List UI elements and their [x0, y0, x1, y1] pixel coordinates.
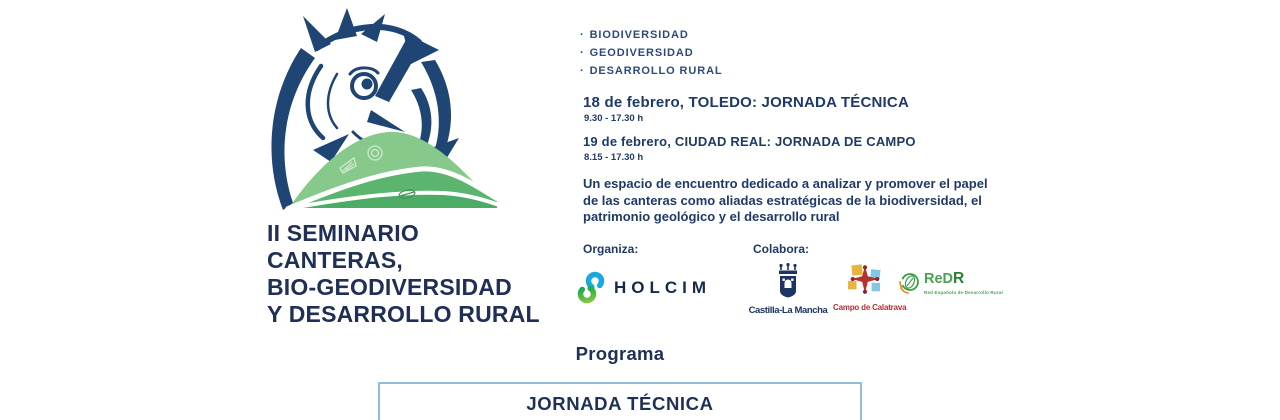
redr-wordmark: ReD [924, 271, 954, 287]
event-2-time: 8.15 - 17.30 h [584, 152, 644, 163]
redr-tagline: Red Española de Desarrollo Rural [924, 290, 1003, 295]
redr-leaf-icon [899, 272, 921, 294]
topic-label: DESARROLLO RURAL [589, 65, 723, 77]
calatrava-cross-icon [845, 264, 885, 296]
topic-item [580, 44, 723, 62]
bullet-icon: · [580, 47, 585, 59]
topic-label: BIODIVERSIDAD [589, 29, 689, 41]
castle-shield-icon [776, 263, 800, 299]
topic-item [580, 62, 723, 80]
description-line: Un espacio de encuentro dedicado a analizar y promover el papel [583, 176, 988, 191]
seminar-title [267, 220, 540, 328]
jornada-tecnica-title: JORNADA TÉCNICA [526, 393, 714, 414]
description-line: patrimonio geológico y el desarrollo rural [583, 209, 840, 224]
redr-logo [899, 272, 1003, 299]
program-heading: Programa [575, 343, 665, 364]
redr-wordmark-r: R [953, 270, 965, 287]
event-1-heading: 18 de febrero, TOLEDO: JORNADA TÉCNICA [583, 94, 909, 111]
holcim-wordmark: HOLCIM [614, 278, 712, 297]
jornada-tecnica-section [378, 382, 862, 420]
seminar-title-line: II SEMINARIO [267, 220, 419, 246]
campo-de-calatrava-logo [833, 264, 907, 312]
calatrava-wordmark: Campo de Calatrava [833, 303, 907, 312]
topic-label: GEODIVERSIDAD [589, 47, 694, 59]
seminar-title-line: Y DESARROLLO RURAL [267, 301, 540, 327]
topic-list [580, 26, 723, 80]
castilla-wordmark: Castilla-La Mancha [748, 305, 828, 316]
seminar-description [583, 176, 1013, 226]
seminar-title-line: CANTERAS, [267, 247, 403, 273]
event-2-heading: 19 de febrero, CIUDAD REAL: JORNADA DE CAMPO [583, 134, 916, 149]
organiza-label: Organiza: [583, 242, 639, 256]
castilla-la-mancha-logo [747, 263, 829, 316]
seminar-title-line: BIO-GEODIVERSIDAD [267, 274, 512, 300]
owl-hill-logo [255, 6, 500, 218]
holcim-rings-icon [577, 271, 605, 305]
event-1-time: 9.30 - 17.30 h [584, 113, 644, 124]
holcim-logo [577, 271, 711, 305]
colabora-label: Colabora: [753, 242, 810, 256]
green-hill [286, 132, 499, 209]
topic-item [580, 26, 723, 44]
bullet-icon: · [580, 65, 585, 77]
bullet-icon: · [580, 29, 585, 41]
description-line: de las canteras como aliadas estratégicas de la biodiversidad, el [583, 192, 982, 208]
